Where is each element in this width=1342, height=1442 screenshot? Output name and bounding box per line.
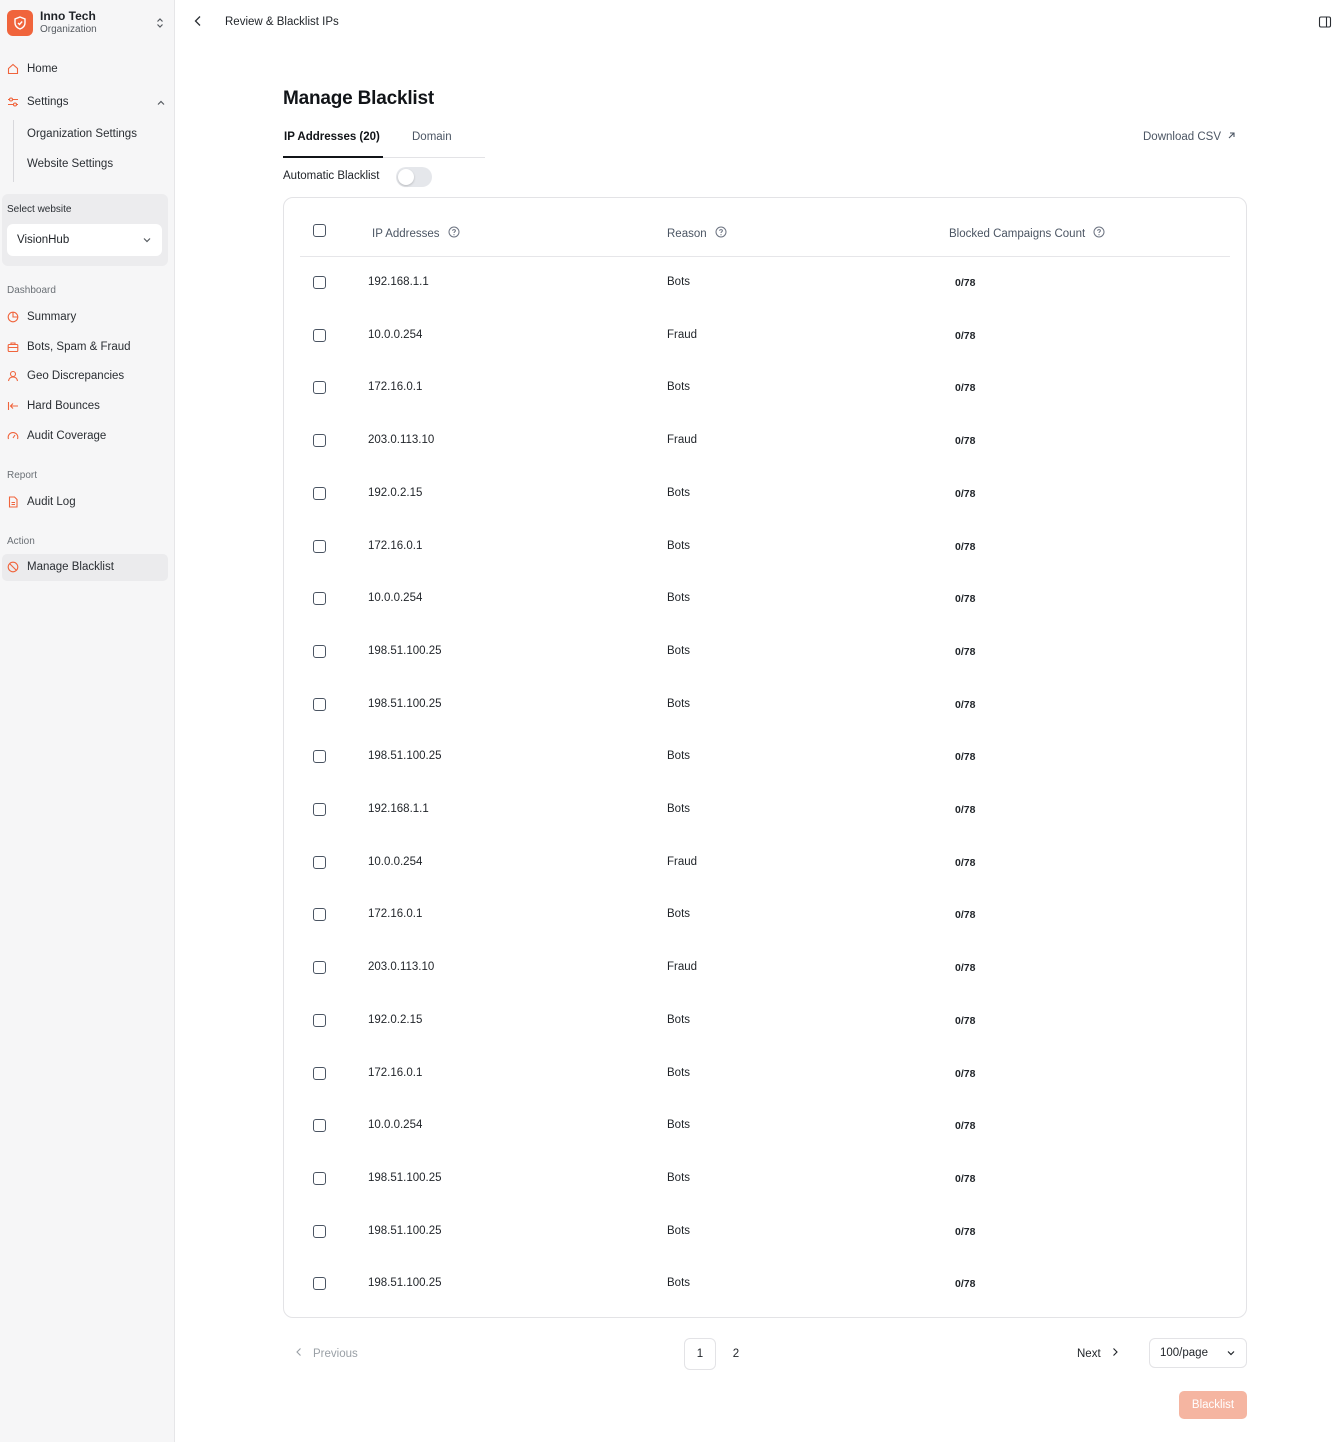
- sidebar: [0, 0, 175, 1442]
- column-header-ip-label: IP Addresses: [372, 227, 440, 240]
- section-report: Report: [7, 470, 38, 481]
- cell-ip: 198.51.100.25: [368, 1277, 442, 1290]
- nav-manage-blacklist-label: Manage Blacklist: [27, 561, 114, 573]
- cell-ip: 10.0.0.254: [368, 1119, 423, 1132]
- table-row[interactable]: [284, 362, 1246, 414]
- table-row[interactable]: [284, 626, 1246, 678]
- row-checkbox[interactable]: [313, 487, 326, 500]
- cell-ip: 198.51.100.25: [368, 1171, 442, 1184]
- row-checkbox[interactable]: [313, 1067, 326, 1080]
- back-button[interactable]: [192, 14, 206, 30]
- cell-reason: Fraud: [667, 434, 698, 447]
- blacklist-button[interactable]: Blacklist: [1179, 1391, 1247, 1419]
- cell-blocked-count: 0/78: [955, 645, 976, 658]
- website-select[interactable]: [7, 224, 162, 256]
- cell-ip: 192.0.2.15: [368, 1013, 423, 1026]
- cell-reason: Bots: [667, 381, 691, 394]
- cell-blocked-count: 0/78: [955, 698, 976, 711]
- cell-blocked-count: 0/78: [955, 593, 976, 606]
- cell-blocked-count: 0/78: [955, 1172, 976, 1185]
- cell-reason: Bots: [667, 697, 691, 710]
- cell-blocked-count: 0/78: [955, 382, 976, 395]
- ban-icon: [7, 561, 19, 573]
- download-csv-link[interactable]: [1143, 131, 1236, 143]
- cell-reason: Bots: [667, 803, 691, 815]
- cell-blocked-count: 0/78: [955, 277, 976, 289]
- cell-reason: Bots: [667, 1066, 691, 1079]
- pie-chart-icon: [7, 311, 19, 323]
- row-checkbox[interactable]: [313, 750, 326, 763]
- cell-blocked-count: 0/78: [955, 1014, 976, 1027]
- sliders-icon: [7, 96, 19, 108]
- file-icon: [7, 496, 19, 508]
- cell-blocked-count: 0/78: [955, 962, 976, 975]
- table-row[interactable]: [284, 837, 1246, 889]
- row-checkbox[interactable]: [313, 381, 326, 394]
- row-checkbox[interactable]: [313, 856, 326, 869]
- cell-reason: Fraud: [667, 328, 698, 341]
- org-switcher[interactable]: [7, 8, 167, 38]
- cell-ip: 10.0.0.254: [368, 592, 423, 605]
- section-action: Action: [7, 536, 35, 547]
- breadcrumb: Review & Blacklist IPs: [225, 16, 339, 28]
- row-checkbox[interactable]: [313, 592, 326, 605]
- page-button-1[interactable]: 1: [684, 1338, 716, 1370]
- page-button-2[interactable]: 2: [732, 1348, 740, 1360]
- row-checkbox[interactable]: [313, 961, 326, 974]
- row-checkbox[interactable]: [313, 1277, 326, 1290]
- cell-reason: Fraud: [667, 961, 698, 974]
- column-header-blocked-count: [949, 226, 1105, 241]
- nav-audit-coverage[interactable]: [7, 430, 106, 442]
- cell-blocked-count: 0/78: [955, 1225, 976, 1238]
- cell-blocked-count: 0/78: [955, 751, 976, 764]
- submenu-line: [13, 120, 14, 182]
- column-header-ip: [372, 226, 460, 241]
- cell-ip: 203.0.113.10: [368, 961, 435, 974]
- org-subtitle: Organization: [40, 24, 97, 35]
- chevron-left-icon: [192, 14, 204, 31]
- column-header-reason-label: Reason: [667, 227, 707, 240]
- table-row[interactable]: [284, 521, 1246, 573]
- row-checkbox[interactable]: [313, 1014, 326, 1027]
- gauge-icon: [7, 430, 19, 442]
- cell-ip: 198.51.100.25: [368, 750, 442, 763]
- nav-audit-log-label: Audit Log: [27, 496, 76, 508]
- chevron-left-icon: [295, 1347, 303, 1360]
- cell-blocked-count: 0/78: [955, 1067, 976, 1080]
- cell-blocked-count: 0/78: [955, 435, 976, 448]
- user-pin-icon: [7, 370, 19, 382]
- tab-ip-addresses[interactable]: IP Addresses (20): [284, 131, 380, 143]
- row-checkbox[interactable]: [313, 908, 326, 921]
- sidebar-panel-icon: [1318, 18, 1332, 32]
- table-row[interactable]: [284, 415, 1246, 467]
- table-row[interactable]: [284, 995, 1246, 1047]
- chevron-down-icon: [142, 235, 152, 248]
- home-icon: [7, 63, 19, 75]
- row-checkbox[interactable]: [313, 1225, 326, 1238]
- cell-reason: Fraud: [667, 855, 698, 868]
- table-row[interactable]: [284, 468, 1246, 520]
- nav-summary[interactable]: [7, 311, 76, 323]
- chevron-up-icon: [155, 97, 167, 112]
- cell-ip: 203.0.113.10: [368, 434, 435, 447]
- cell-reason: Bots: [667, 750, 691, 763]
- cell-ip: 172.16.0.1: [368, 1066, 423, 1079]
- table-row[interactable]: [284, 1206, 1246, 1258]
- nav-bots-label: Bots, Spam & Fraud: [27, 341, 131, 353]
- selected-website: VisionHub: [17, 234, 70, 246]
- cell-reason: Bots: [667, 1171, 691, 1184]
- nav-hard-bounces-label: Hard Bounces: [27, 400, 100, 412]
- select-all-checkbox[interactable]: [313, 224, 326, 237]
- tab-domain[interactable]: Domain: [412, 131, 452, 143]
- briefcase-icon: [7, 341, 19, 353]
- cell-ip: 172.16.0.1: [368, 908, 423, 921]
- row-checkbox[interactable]: [313, 698, 326, 711]
- row-checkbox[interactable]: [313, 1119, 326, 1132]
- cell-ip: 172.16.0.1: [368, 539, 423, 552]
- arrow-left-bar-icon: [7, 400, 19, 412]
- cell-reason: Bots: [667, 1013, 691, 1026]
- help-icon[interactable]: [448, 226, 460, 241]
- nav-audit-coverage-label: Audit Coverage: [27, 430, 107, 442]
- cell-ip: 192.0.2.15: [368, 486, 423, 499]
- cell-reason: Bots: [667, 486, 691, 499]
- cell-reason: Bots: [667, 592, 691, 605]
- table-row[interactable]: [284, 889, 1246, 941]
- row-checkbox[interactable]: [313, 540, 326, 553]
- cell-ip: 192.168.1.1: [368, 803, 429, 815]
- cell-ip: 192.168.1.1: [368, 276, 429, 288]
- cell-ip: 172.16.0.1: [368, 381, 423, 394]
- nav-bots-spam-fraud[interactable]: [7, 341, 131, 353]
- cell-reason: Bots: [667, 539, 691, 552]
- row-checkbox[interactable]: [313, 803, 326, 816]
- cell-ip: 198.51.100.25: [368, 697, 442, 710]
- cell-reason: Bots: [667, 644, 691, 657]
- select-website-label: Select website: [7, 204, 72, 215]
- previous-label: Previous: [313, 1347, 358, 1360]
- cell-blocked-count: 0/78: [955, 1120, 976, 1133]
- section-dashboard: Dashboard: [7, 285, 56, 296]
- cell-blocked-count: 0/78: [955, 856, 976, 869]
- website-selector-panel: [2, 194, 168, 266]
- arrow-up-right-icon: [1227, 131, 1236, 143]
- cell-blocked-count: 0/78: [955, 909, 976, 922]
- table-row[interactable]: [284, 1100, 1246, 1152]
- nav-hard-bounces[interactable]: [7, 400, 100, 412]
- table-row[interactable]: [284, 942, 1246, 994]
- shield-icon: [7, 10, 33, 36]
- cell-ip: 198.51.100.25: [368, 644, 442, 657]
- nav-summary-label: Summary: [27, 311, 77, 323]
- table-row[interactable]: [284, 257, 1246, 309]
- cell-reason: Bots: [667, 1277, 691, 1290]
- cell-reason: Bots: [667, 1119, 691, 1132]
- cell-blocked-count: 0/78: [955, 804, 976, 816]
- chevron-right-icon: [1111, 1347, 1119, 1360]
- per-page-value: 100/page: [1160, 1347, 1208, 1359]
- nav-org-settings[interactable]: Organization Settings: [27, 128, 137, 140]
- cell-ip: 10.0.0.254: [368, 855, 423, 868]
- cell-blocked-count: 0/78: [955, 329, 976, 342]
- automatic-blacklist-toggle[interactable]: [396, 167, 432, 187]
- cell-reason: Bots: [667, 908, 691, 921]
- cell-blocked-count: 0/78: [955, 540, 976, 553]
- chevron-down-icon: [1226, 1348, 1236, 1361]
- row-checkbox[interactable]: [313, 329, 326, 342]
- toggle-knob: [398, 169, 414, 185]
- previous-button[interactable]: [295, 1347, 358, 1360]
- nav-settings-label: Settings: [27, 96, 69, 108]
- nav-audit-log[interactable]: [7, 496, 76, 508]
- table-row[interactable]: [284, 1258, 1246, 1310]
- row-checkbox[interactable]: [313, 1172, 326, 1185]
- next-label: Next: [1077, 1347, 1101, 1360]
- help-icon[interactable]: [1093, 226, 1105, 241]
- tabs: [283, 126, 485, 158]
- nav-home[interactable]: [7, 63, 58, 75]
- table-row[interactable]: [284, 310, 1246, 362]
- table-row[interactable]: [284, 573, 1246, 625]
- cell-ip: 10.0.0.254: [368, 328, 423, 341]
- cell-blocked-count: 0/78: [955, 1278, 976, 1291]
- nav-home-label: Home: [27, 63, 58, 75]
- cell-ip: 198.51.100.25: [368, 1224, 442, 1237]
- automatic-blacklist-label: Automatic Blacklist: [283, 170, 380, 182]
- page-title: Manage Blacklist: [283, 88, 434, 109]
- chevron-up-down-icon: [153, 16, 167, 30]
- nav-settings[interactable]: [7, 96, 167, 108]
- table-row[interactable]: [284, 731, 1246, 783]
- column-header-reason: [667, 226, 727, 241]
- cell-reason: Bots: [667, 1224, 691, 1237]
- cell-blocked-count: 0/78: [955, 487, 976, 500]
- table-row[interactable]: [284, 1153, 1246, 1205]
- nav-geo-discrepancies[interactable]: [7, 370, 124, 382]
- per-page-select[interactable]: [1149, 1338, 1247, 1368]
- toggle-panel-button[interactable]: [1318, 15, 1332, 32]
- nav-website-settings[interactable]: Website Settings: [27, 158, 114, 170]
- row-checkbox[interactable]: [313, 276, 326, 289]
- nav-manage-blacklist[interactable]: [7, 561, 114, 573]
- cell-reason: Bots: [667, 276, 691, 288]
- table-row[interactable]: [284, 679, 1246, 731]
- table-row[interactable]: [284, 784, 1246, 836]
- column-header-blocked-count-label: Blocked Campaigns Count: [949, 227, 1086, 240]
- org-name: Inno Tech: [40, 9, 96, 23]
- download-csv-label: Download CSV: [1143, 131, 1221, 143]
- row-checkbox[interactable]: [313, 645, 326, 658]
- nav-geo-label: Geo Discrepancies: [27, 370, 125, 382]
- ip-table: [283, 197, 1247, 1318]
- next-button[interactable]: [1077, 1347, 1119, 1360]
- help-icon[interactable]: [715, 226, 727, 241]
- row-checkbox[interactable]: [313, 434, 326, 447]
- active-tab-indicator: [283, 156, 383, 158]
- table-row[interactable]: [284, 1048, 1246, 1100]
